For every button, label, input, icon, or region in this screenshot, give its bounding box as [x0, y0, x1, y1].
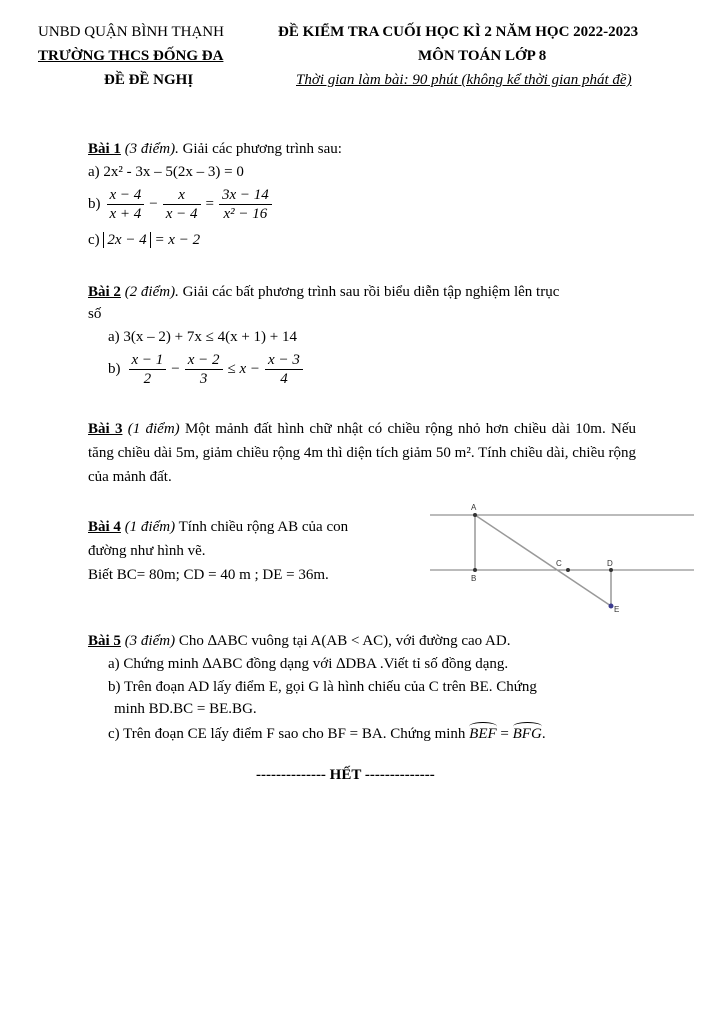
angle-bfg: BFG: [513, 722, 542, 743]
bai2-b-label: b): [108, 361, 121, 377]
fraction-denominator: 2: [143, 371, 152, 387]
exam-title: ĐỀ KIỂM TRA CUỐI HỌC KÌ 2 NĂM HỌC 2022-2023: [278, 24, 639, 40]
fraction-numerator: x − 2: [185, 351, 223, 370]
bai5-part-a: a) Chứng minh ∆ABC đồng dạng với ∆DBA .Viết tỉ số đồng dạng.: [108, 656, 509, 672]
label-e: E: [614, 605, 620, 612]
absolute-value-expression: 2x − 4: [103, 232, 150, 248]
bai2-a: [108, 329, 297, 346]
fraction-numerator: x: [163, 186, 201, 205]
bai1-title: Bài 1: [88, 141, 121, 157]
bai4-points: (1 điểm): [124, 519, 176, 535]
bai4-text3: Biết BC= 80m; CD = 40 m ; DE = 36m.: [88, 567, 329, 583]
bai1-c: [88, 232, 200, 249]
angle-bef: BEF: [469, 722, 497, 743]
less-equal-expression: ≤ x −: [227, 361, 261, 377]
bai5-heading: [88, 633, 510, 650]
bai2-a-label: a): [108, 329, 120, 345]
equals-sign: =: [500, 726, 509, 742]
minus-sign: −: [171, 361, 180, 377]
fraction-numerator: x − 4: [107, 186, 145, 205]
bai1-c-label: c): [88, 232, 100, 248]
bai2-b-fraction-2: [185, 351, 223, 388]
fraction-denominator: 3: [199, 371, 208, 387]
bai1-a: [88, 164, 244, 181]
label-a: A: [471, 503, 477, 512]
label-d: D: [607, 559, 613, 568]
bai1-a-label: a): [88, 164, 100, 180]
fraction-numerator: x − 3: [265, 351, 303, 370]
bai1-b-fraction-2: [163, 186, 201, 223]
time-note: Thời gian làm bài: 90 phút (không kể thời gian phát đề): [296, 72, 632, 88]
point-b: [473, 568, 477, 572]
segment-ae: [475, 515, 611, 606]
bai2-b-fraction-3: [265, 351, 303, 388]
fraction-denominator: x − 4: [165, 206, 198, 222]
point-e: [609, 604, 614, 609]
label-b: B: [471, 574, 477, 583]
road-width-diagram: [428, 502, 725, 612]
bai2-heading: [88, 284, 559, 301]
equals-sign: =: [205, 196, 214, 212]
bai4-text2: đường như hình vẽ.: [88, 543, 206, 559]
bai1-prompt: Giải các phương trình sau:: [182, 141, 342, 157]
bai3-paragraph: [88, 417, 636, 489]
point-a: [473, 513, 477, 517]
fraction-numerator: 3x − 14: [219, 186, 272, 205]
bai2-a-inequality: 3(x – 2) + 7x ≤ 4(x + 1) + 14: [123, 329, 297, 345]
bai1-points: (3 điểm).: [124, 141, 179, 157]
bai2-title: Bài 2: [88, 284, 121, 300]
bai5-points: (3 điểm): [124, 633, 176, 649]
exam-type-label: ĐỀ ĐỀ NGHỊ: [104, 72, 194, 88]
bai4-title: Bài 4: [88, 519, 121, 535]
school-name: TRƯỜNG THCS ĐỐNG ĐA: [38, 48, 224, 64]
fraction-numerator: x − 1: [129, 351, 167, 370]
bai5-c-text: c) Trên đoạn CE lấy điểm F sao cho BF = BA. Chứng minh: [108, 726, 466, 742]
bai5-part-c: [108, 722, 546, 743]
fraction-denominator: x² − 16: [223, 206, 268, 222]
minus-sign: −: [149, 196, 158, 212]
bai4-heading: [88, 519, 348, 536]
bai3-points: (1 điểm): [127, 421, 180, 437]
subject-title: MÔN TOÁN LỚP 8: [418, 48, 547, 64]
bai1-b: [88, 186, 274, 223]
bai5-part-b-line2: minh BD.BC = BE.BG.: [114, 701, 257, 717]
bai5-title: Bài 5: [88, 633, 121, 649]
fraction-denominator: x + 4: [109, 206, 142, 222]
bai2-b: [108, 351, 305, 388]
bai1-b-fraction-1: [107, 186, 145, 223]
bai2-prompt: Giải các bất phương trình sau rồi biểu diễn tập nghiệm lên trục: [182, 284, 560, 300]
point-d: [609, 568, 613, 572]
end-marker: -------------- HẾT --------------: [256, 767, 435, 783]
bai5-part-b-line1: b) Trên đoạn AD lấy điểm E, gọi G là hình chiếu của C trên BE. Chứng: [108, 679, 537, 695]
bai1-heading: [88, 141, 342, 158]
bai1-c-rest: = x − 2: [154, 232, 201, 248]
bai1-b-fraction-3: [219, 186, 272, 223]
fraction-denominator: 4: [280, 371, 288, 387]
bai4-text1: Tính chiều rộng AB của con: [178, 519, 349, 535]
bai3-text: Một mảnh đất hình chữ nhật có chiều rộng nhỏ hơn chiều dài 10m. Nếu tăng chiều dài 5m, giảm chiều rộng 4m thì diện tích giảm 50 m². Tính chiều dài, chiều rộng của mảnh đất.: [88, 421, 636, 485]
bai2-b-fraction-1: [129, 351, 167, 388]
bai3-title: Bài 3: [88, 421, 123, 437]
bai1-b-label: b): [88, 196, 101, 212]
bai2-points: (2 điểm).: [124, 284, 179, 300]
bai2-prompt-continued: số: [88, 306, 102, 322]
bai5-prompt: Cho ∆ABC vuông tại A(AB < AC), với đường cao AD.: [178, 633, 511, 649]
period: .: [541, 726, 546, 742]
school-district: UNBD QUẬN BÌNH THẠNH: [38, 24, 224, 40]
label-c: C: [556, 559, 562, 568]
point-c: [566, 568, 570, 572]
bai1-a-equation: 2x² - 3x – 5(2x – 3) = 0: [103, 164, 244, 180]
